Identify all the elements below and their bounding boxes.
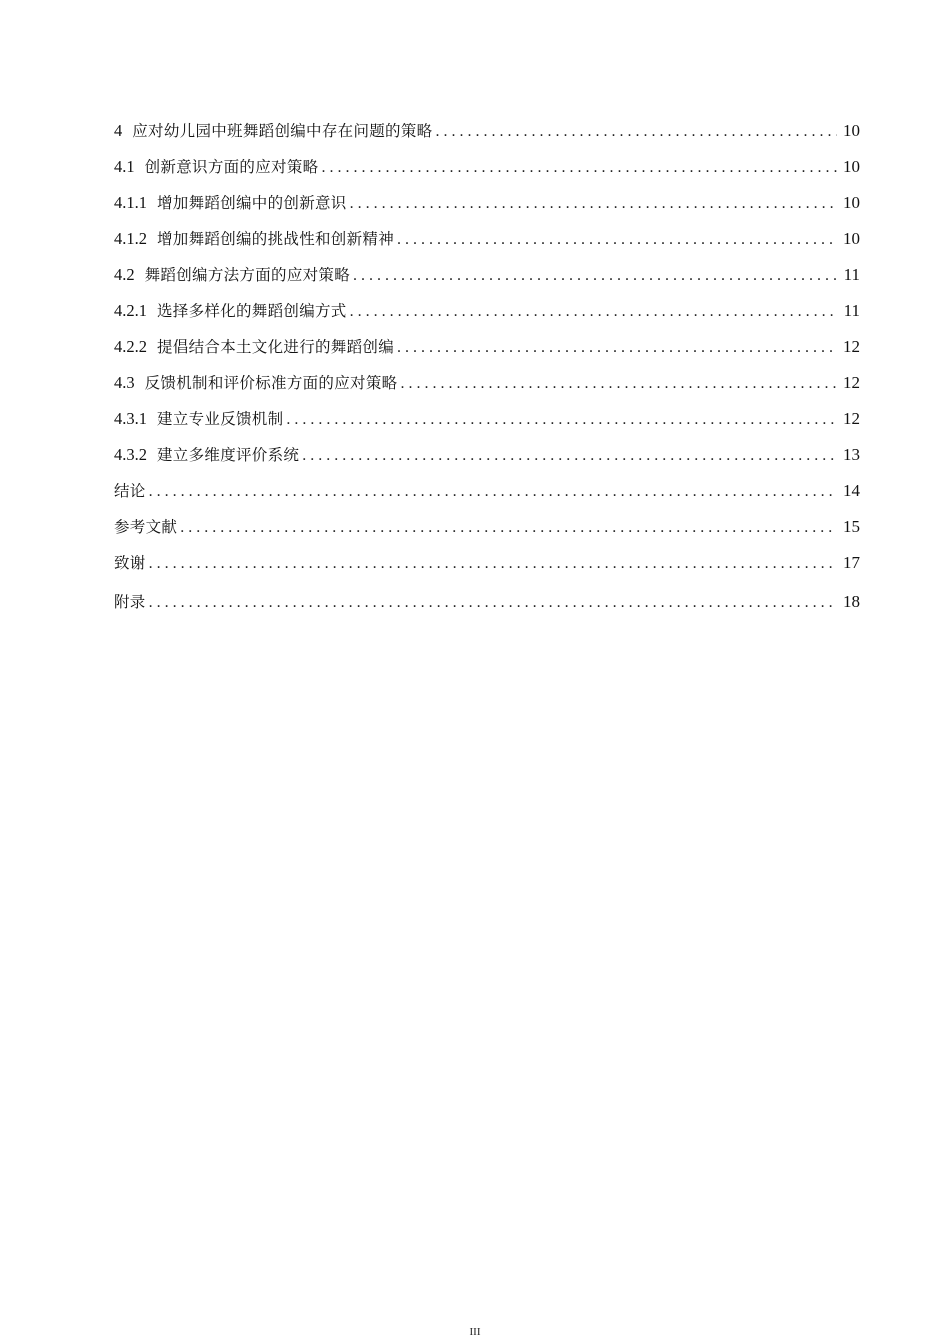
toc-entry[interactable] [114,118,860,154]
toc-entry[interactable] [114,550,860,586]
toc-entry[interactable] [114,298,860,334]
toc-entry-page: 10 [843,193,860,212]
toc-entry[interactable] [114,334,860,370]
toc-entry-page: 15 [843,517,860,536]
toc-dot-leader [397,227,837,253]
toc-entry-number: 4.2 [114,265,135,284]
toc-entry-number: 4.3.2 [114,445,147,464]
toc-dot-leader [286,407,837,433]
toc-entry-page: 13 [843,445,860,464]
toc-entry-title: 创新意识方面的应对策略 [144,158,319,176]
toc-entry-page: 11 [843,265,860,284]
toc-entry-title: 参考文献 [114,518,178,536]
toc-entry-title: 致谢 [114,554,146,572]
toc-entry-title: 反馈机制和评价标准方面的应对策略 [144,374,398,392]
toc-dot-leader [321,155,837,181]
toc-entry-title: 建立专业反馈机制 [157,410,284,428]
toc-dot-leader [180,515,837,541]
toc-dot-leader [400,371,837,397]
toc-entry-number: 4.1 [114,157,135,176]
toc-entry-page: 10 [843,121,860,140]
toc-entry-number: 4.1.1 [114,193,147,212]
toc-entry[interactable] [114,514,860,550]
toc-entry-title: 舞蹈创编方法方面的应对策略 [144,266,351,284]
toc-entry-title: 提倡结合本土文化进行的舞蹈创编 [157,338,395,356]
toc-entry-title: 选择多样化的舞蹈创编方式 [157,302,347,320]
toc-entry[interactable] [114,589,860,625]
toc-dot-leader [302,443,837,469]
toc-entry-number: 4 [114,121,123,140]
toc-entry[interactable] [114,442,860,478]
toc-entry[interactable] [114,262,860,298]
toc-entry[interactable] [114,226,860,262]
toc-entry-title: 建立多维度评价系统 [157,446,300,464]
toc-entry-page: 12 [843,373,860,392]
toc-entry-page: 17 [843,553,860,572]
toc-entry-number: 4.2.2 [114,337,147,356]
toc-entry-number: 4.2.1 [114,301,147,320]
toc-dot-leader [397,335,837,361]
toc-entry-page: 18 [843,592,860,611]
toc-dot-leader [149,551,837,577]
toc-entry-page: 10 [843,229,860,248]
toc-entry-page: 12 [843,337,860,356]
toc-entry-title: 结论 [114,482,146,500]
toc-entry-number: 4.1.2 [114,229,147,248]
toc-entry-page: 11 [843,301,860,320]
toc-entry[interactable] [114,406,860,442]
toc-dot-leader [353,263,837,289]
toc-entry-page: 12 [843,409,860,428]
toc-entry[interactable] [114,154,860,190]
toc-dot-leader [350,299,837,325]
toc-entry-number: 4.3 [114,373,135,392]
toc-dot-leader [435,119,837,145]
toc-entry-title: 应对幼儿园中班舞蹈创编中存在问题的策略 [132,122,433,140]
table-of-contents [114,118,860,625]
toc-entry-title: 增加舞蹈创编的挑战性和创新精神 [157,230,395,248]
toc-entry-number: 4.3.1 [114,409,147,428]
toc-entry[interactable] [114,370,860,406]
page-number-footer: III [469,1326,481,1338]
toc-entry[interactable] [114,190,860,226]
toc-entry[interactable] [114,478,860,514]
toc-entry-page: 10 [843,157,860,176]
toc-entry-title: 增加舞蹈创编中的创新意识 [157,194,347,212]
toc-entry-page: 14 [843,481,860,500]
toc-dot-leader [149,590,837,616]
toc-dot-leader [149,479,837,505]
toc-entry-title: 附录 [114,593,146,611]
toc-dot-leader [350,191,837,217]
